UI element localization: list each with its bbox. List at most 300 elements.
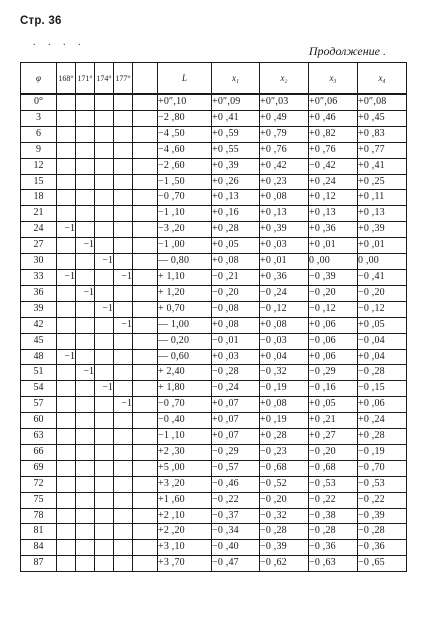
- cell-blank: [133, 444, 158, 460]
- cell-174: −1: [95, 254, 114, 270]
- cell-174: [95, 94, 114, 110]
- cell-177: [114, 285, 133, 301]
- cell-171: [76, 444, 95, 460]
- cell-L: −2 ,80: [158, 110, 212, 126]
- cell-177: [114, 238, 133, 254]
- table-row: [21, 238, 407, 254]
- cell-168: [57, 301, 76, 317]
- cell-phi: 33: [21, 269, 57, 285]
- cell-x4: +0 ,04: [358, 349, 407, 365]
- cell-phi: 12: [21, 158, 57, 174]
- cell-177: [114, 508, 133, 524]
- cell-phi: 84: [21, 540, 57, 556]
- cell-x3: +0 ,13: [309, 206, 358, 222]
- cell-171: [76, 158, 95, 174]
- cell-x3: −0 ,68: [309, 460, 358, 476]
- cell-174: [95, 397, 114, 413]
- cell-x2: +0 ,49: [260, 110, 309, 126]
- cell-x3: +0″,06: [309, 94, 358, 110]
- cell-blank: [133, 476, 158, 492]
- cell-177: [114, 190, 133, 206]
- cell-177: −1: [114, 269, 133, 285]
- cell-171: [76, 254, 95, 270]
- cell-blank: [133, 285, 158, 301]
- cell-x1: −0 ,21: [212, 269, 260, 285]
- cell-x3: −0 ,39: [309, 269, 358, 285]
- cell-x2: +0 ,23: [260, 174, 309, 190]
- cell-x2: −0 ,23: [260, 444, 309, 460]
- table-row: [21, 508, 407, 524]
- cell-x4: 0 ,00: [358, 254, 407, 270]
- cell-168: [57, 94, 76, 110]
- cell-x4: +0″,08: [358, 94, 407, 110]
- cell-x2: +0 ,42: [260, 158, 309, 174]
- cell-171: [76, 110, 95, 126]
- cell-x4: +0 ,39: [358, 222, 407, 238]
- col-header-171: 171°: [76, 63, 95, 95]
- cell-x1: +0 ,59: [212, 126, 260, 142]
- cell-x3: −0 ,20: [309, 285, 358, 301]
- cell-171: [76, 413, 95, 429]
- cell-phi: 78: [21, 508, 57, 524]
- cell-168: [57, 444, 76, 460]
- cell-177: [114, 556, 133, 572]
- cell-174: [95, 206, 114, 222]
- cell-174: −1: [95, 301, 114, 317]
- cell-x3: −0 ,22: [309, 492, 358, 508]
- cell-L: −1 ,00: [158, 238, 212, 254]
- cell-174: [95, 508, 114, 524]
- cell-phi: 21: [21, 206, 57, 222]
- cell-171: [76, 556, 95, 572]
- cell-x3: −0 ,63: [309, 556, 358, 572]
- cell-171: [76, 317, 95, 333]
- cell-blank: [133, 492, 158, 508]
- cell-phi: 48: [21, 349, 57, 365]
- cell-x2: +0 ,13: [260, 206, 309, 222]
- table-row: [21, 556, 407, 572]
- cell-x4: −0 ,04: [358, 333, 407, 349]
- cell-blank: [133, 524, 158, 540]
- cell-x3: +0 ,06: [309, 317, 358, 333]
- cell-x4: −0 ,22: [358, 492, 407, 508]
- cell-x4: −0 ,15: [358, 381, 407, 397]
- cell-blank: [133, 190, 158, 206]
- cell-x4: +0 ,13: [358, 206, 407, 222]
- cell-phi: 72: [21, 476, 57, 492]
- cell-171: [76, 301, 95, 317]
- cell-L: −0 ,70: [158, 397, 212, 413]
- cell-blank: [133, 333, 158, 349]
- cell-x1: +0 ,41: [212, 110, 260, 126]
- cell-L: −1 ,10: [158, 429, 212, 445]
- cell-x1: +0″,09: [212, 94, 260, 110]
- cell-x2: −0 ,39: [260, 540, 309, 556]
- table-row: [21, 476, 407, 492]
- cell-171: [76, 397, 95, 413]
- cell-177: [114, 333, 133, 349]
- cell-168: [57, 317, 76, 333]
- cell-x3: −0 ,29: [309, 365, 358, 381]
- cell-blank: [133, 381, 158, 397]
- cell-168: [57, 476, 76, 492]
- cell-L: — 0,80: [158, 254, 212, 270]
- cell-phi: 6: [21, 126, 57, 142]
- col-header-x1: x₁: [212, 63, 260, 95]
- cell-177: [114, 413, 133, 429]
- cell-phi: 81: [21, 524, 57, 540]
- cell-174: [95, 460, 114, 476]
- cell-177: [114, 254, 133, 270]
- cell-171: [76, 349, 95, 365]
- data-table: [20, 62, 407, 572]
- cell-L: −0 ,70: [158, 190, 212, 206]
- cell-177: −1: [114, 317, 133, 333]
- table-row: [21, 429, 407, 445]
- cell-177: [114, 110, 133, 126]
- cell-177: [114, 429, 133, 445]
- cell-blank: [133, 110, 158, 126]
- cell-174: [95, 333, 114, 349]
- cell-blank: [133, 429, 158, 445]
- cell-177: [114, 492, 133, 508]
- cell-168: [57, 540, 76, 556]
- cell-x4: +0 ,77: [358, 142, 407, 158]
- cell-L: +2 ,30: [158, 444, 212, 460]
- cell-L: +3 ,20: [158, 476, 212, 492]
- cell-177: [114, 365, 133, 381]
- cell-phi: 15: [21, 174, 57, 190]
- cell-blank: [133, 254, 158, 270]
- cell-168: [57, 110, 76, 126]
- cell-171: [76, 540, 95, 556]
- cell-blank: [133, 365, 158, 381]
- cell-168: [57, 126, 76, 142]
- cell-x2: −0 ,12: [260, 301, 309, 317]
- cell-L: +2 ,20: [158, 524, 212, 540]
- col-header-phi: φ: [21, 63, 57, 95]
- cell-x4: −0 ,28: [358, 365, 407, 381]
- col-header-168: 168°: [57, 63, 76, 95]
- cell-174: [95, 476, 114, 492]
- cell-168: [57, 365, 76, 381]
- cell-x3: −0 ,53: [309, 476, 358, 492]
- cell-x4: +0 ,06: [358, 397, 407, 413]
- table-row: [21, 524, 407, 540]
- cell-x2: −0 ,32: [260, 508, 309, 524]
- table-row: [21, 206, 407, 222]
- cell-blank: [133, 238, 158, 254]
- separator-dots: . . . .: [33, 37, 86, 48]
- cell-177: [114, 524, 133, 540]
- cell-x4: −0 ,28: [358, 524, 407, 540]
- cell-x1: −0 ,24: [212, 381, 260, 397]
- cell-x2: +0″,03: [260, 94, 309, 110]
- table-row: [21, 301, 407, 317]
- cell-x3: −0 ,20: [309, 444, 358, 460]
- cell-L: +3 ,10: [158, 540, 212, 556]
- table-row: [21, 190, 407, 206]
- cell-168: [57, 508, 76, 524]
- cell-168: −1: [57, 349, 76, 365]
- cell-168: [57, 413, 76, 429]
- cell-177: [114, 301, 133, 317]
- cell-168: [57, 397, 76, 413]
- table-row: [21, 365, 407, 381]
- cell-x1: +0 ,08: [212, 254, 260, 270]
- cell-blank: [133, 460, 158, 476]
- cell-171: [76, 508, 95, 524]
- cell-177: [114, 381, 133, 397]
- table-row: [21, 126, 407, 142]
- table-row: [21, 158, 407, 174]
- cell-x1: −0 ,22: [212, 492, 260, 508]
- cell-177: [114, 444, 133, 460]
- cell-x2: +0 ,04: [260, 349, 309, 365]
- cell-L: −1 ,50: [158, 174, 212, 190]
- cell-blank: [133, 413, 158, 429]
- cell-L: +3 ,70: [158, 556, 212, 572]
- cell-x2: −0 ,03: [260, 333, 309, 349]
- cell-x1: +0 ,07: [212, 413, 260, 429]
- cell-174: [95, 524, 114, 540]
- cell-blank: [133, 269, 158, 285]
- cell-168: [57, 460, 76, 476]
- cell-174: −1: [95, 381, 114, 397]
- cell-phi: 54: [21, 381, 57, 397]
- cell-blank: [133, 301, 158, 317]
- table-row: [21, 142, 407, 158]
- cell-blank: [133, 349, 158, 365]
- col-header-174: 174°: [95, 63, 114, 95]
- cell-x1: +0 ,07: [212, 397, 260, 413]
- cell-x3: +0 ,27: [309, 429, 358, 445]
- cell-x1: −0 ,28: [212, 365, 260, 381]
- table-row: [21, 317, 407, 333]
- cell-171: −1: [76, 238, 95, 254]
- cell-L: + 1,20: [158, 285, 212, 301]
- cell-x2: −0 ,52: [260, 476, 309, 492]
- cell-phi: 42: [21, 317, 57, 333]
- cell-x2: −0 ,32: [260, 365, 309, 381]
- cell-x3: +0 ,12: [309, 190, 358, 206]
- cell-x4: −0 ,36: [358, 540, 407, 556]
- cell-177: [114, 126, 133, 142]
- cell-x2: +0 ,76: [260, 142, 309, 158]
- cell-L: +1 ,60: [158, 492, 212, 508]
- table-row: [21, 269, 407, 285]
- cell-L: −2 ,60: [158, 158, 212, 174]
- cell-blank: [133, 540, 158, 556]
- cell-x2: +0 ,08: [260, 317, 309, 333]
- cell-171: [76, 222, 95, 238]
- cell-blank: [133, 222, 158, 238]
- cell-x1: +0 ,08: [212, 317, 260, 333]
- cell-171: [76, 476, 95, 492]
- cell-171: [76, 206, 95, 222]
- cell-x2: +0 ,08: [260, 190, 309, 206]
- header-row: [21, 63, 407, 95]
- cell-phi: 36: [21, 285, 57, 301]
- cell-x3: +0 ,36: [309, 222, 358, 238]
- cell-phi: 60: [21, 413, 57, 429]
- cell-L: −3 ,20: [158, 222, 212, 238]
- cell-x1: −0 ,01: [212, 333, 260, 349]
- col-header-x4: x₄: [358, 63, 407, 95]
- cell-x4: −0 ,41: [358, 269, 407, 285]
- cell-x4: −0 ,39: [358, 508, 407, 524]
- cell-168: [57, 381, 76, 397]
- cell-x3: +0 ,24: [309, 174, 358, 190]
- cell-x1: −0 ,46: [212, 476, 260, 492]
- cell-blank: [133, 94, 158, 110]
- table-row: [21, 254, 407, 270]
- cell-x1: +0 ,03: [212, 349, 260, 365]
- cell-174: [95, 174, 114, 190]
- cell-174: [95, 540, 114, 556]
- cell-x1: −0 ,40: [212, 540, 260, 556]
- cell-174: [95, 444, 114, 460]
- cell-x1: +0 ,39: [212, 158, 260, 174]
- cell-x2: −0 ,19: [260, 381, 309, 397]
- cell-x1: +0 ,13: [212, 190, 260, 206]
- table-row: [21, 349, 407, 365]
- cell-L: +2 ,10: [158, 508, 212, 524]
- cell-168: −1: [57, 222, 76, 238]
- cell-168: [57, 556, 76, 572]
- cell-x2: +0 ,79: [260, 126, 309, 142]
- table-row: [21, 444, 407, 460]
- cell-x3: −0 ,16: [309, 381, 358, 397]
- table-row: [21, 285, 407, 301]
- table-row: [21, 174, 407, 190]
- cell-174: [95, 269, 114, 285]
- cell-x3: +0 ,21: [309, 413, 358, 429]
- cell-x1: +0 ,28: [212, 222, 260, 238]
- cell-x1: −0 ,57: [212, 460, 260, 476]
- cell-171: [76, 381, 95, 397]
- cell-phi: 57: [21, 397, 57, 413]
- cell-177: −1: [114, 397, 133, 413]
- cell-x3: +0 ,82: [309, 126, 358, 142]
- cell-171: [76, 269, 95, 285]
- cell-174: [95, 126, 114, 142]
- cell-x2: +0 ,08: [260, 397, 309, 413]
- cell-174: [95, 222, 114, 238]
- cell-168: [57, 333, 76, 349]
- cell-174: [95, 190, 114, 206]
- cell-x4: −0 ,12: [358, 301, 407, 317]
- cell-blank: [133, 142, 158, 158]
- cell-phi: 66: [21, 444, 57, 460]
- cell-x3: −0 ,28: [309, 524, 358, 540]
- page-number: Стр. 36: [20, 15, 62, 27]
- cell-168: [57, 285, 76, 301]
- cell-x4: +0 ,45: [358, 110, 407, 126]
- cell-x4: +0 ,11: [358, 190, 407, 206]
- cell-174: [95, 142, 114, 158]
- cell-blank: [133, 158, 158, 174]
- cell-L: + 2,40: [158, 365, 212, 381]
- table-row: [21, 333, 407, 349]
- cell-177: [114, 174, 133, 190]
- cell-blank: [133, 126, 158, 142]
- cell-x4: +0 ,41: [358, 158, 407, 174]
- cell-x1: −0 ,08: [212, 301, 260, 317]
- table-row: [21, 110, 407, 126]
- cell-174: [95, 556, 114, 572]
- cell-168: [57, 174, 76, 190]
- cell-x3: +0 ,76: [309, 142, 358, 158]
- table-row: [21, 94, 407, 110]
- cell-L: — 0,60: [158, 349, 212, 365]
- table-row: [21, 460, 407, 476]
- cell-171: [76, 174, 95, 190]
- cell-x4: +0 ,83: [358, 126, 407, 142]
- cell-x1: −0 ,37: [212, 508, 260, 524]
- col-header-x2: x₂: [260, 63, 309, 95]
- cell-177: [114, 206, 133, 222]
- cell-L: −0 ,40: [158, 413, 212, 429]
- cell-phi: 9: [21, 142, 57, 158]
- cell-x4: +0 ,28: [358, 429, 407, 445]
- cell-x4: +0 ,24: [358, 413, 407, 429]
- cell-phi: 24: [21, 222, 57, 238]
- cell-174: [95, 238, 114, 254]
- cell-phi: 75: [21, 492, 57, 508]
- cell-171: [76, 126, 95, 142]
- cell-L: +0″,10: [158, 94, 212, 110]
- cell-L: + 0,70: [158, 301, 212, 317]
- cell-174: [95, 349, 114, 365]
- cell-x3: +0 ,01: [309, 238, 358, 254]
- cell-x3: +0 ,05: [309, 397, 358, 413]
- cell-171: [76, 94, 95, 110]
- cell-171: [76, 333, 95, 349]
- cell-x2: −0 ,28: [260, 524, 309, 540]
- cell-171: [76, 190, 95, 206]
- cell-blank: [133, 206, 158, 222]
- cell-x1: +0 ,07: [212, 429, 260, 445]
- cell-L: −4 ,50: [158, 126, 212, 142]
- cell-168: [57, 158, 76, 174]
- cell-phi: 30: [21, 254, 57, 270]
- cell-171: −1: [76, 365, 95, 381]
- cell-phi: 27: [21, 238, 57, 254]
- cell-x4: +0 ,05: [358, 317, 407, 333]
- cell-168: [57, 254, 76, 270]
- cell-blank: [133, 397, 158, 413]
- cell-x2: −0 ,20: [260, 492, 309, 508]
- cell-174: [95, 317, 114, 333]
- table-row: [21, 492, 407, 508]
- cell-x1: −0 ,29: [212, 444, 260, 460]
- cell-171: [76, 142, 95, 158]
- table-row: [21, 413, 407, 429]
- cell-168: [57, 142, 76, 158]
- cell-phi: 63: [21, 429, 57, 445]
- cell-174: [95, 413, 114, 429]
- cell-174: [95, 285, 114, 301]
- cell-168: [57, 238, 76, 254]
- cell-x3: −0 ,12: [309, 301, 358, 317]
- col-header-L: L: [158, 63, 212, 95]
- col-header-177: 177°: [114, 63, 133, 95]
- cell-x4: −0 ,70: [358, 460, 407, 476]
- col-header-blank: [133, 63, 158, 95]
- cell-177: [114, 460, 133, 476]
- cell-168: [57, 492, 76, 508]
